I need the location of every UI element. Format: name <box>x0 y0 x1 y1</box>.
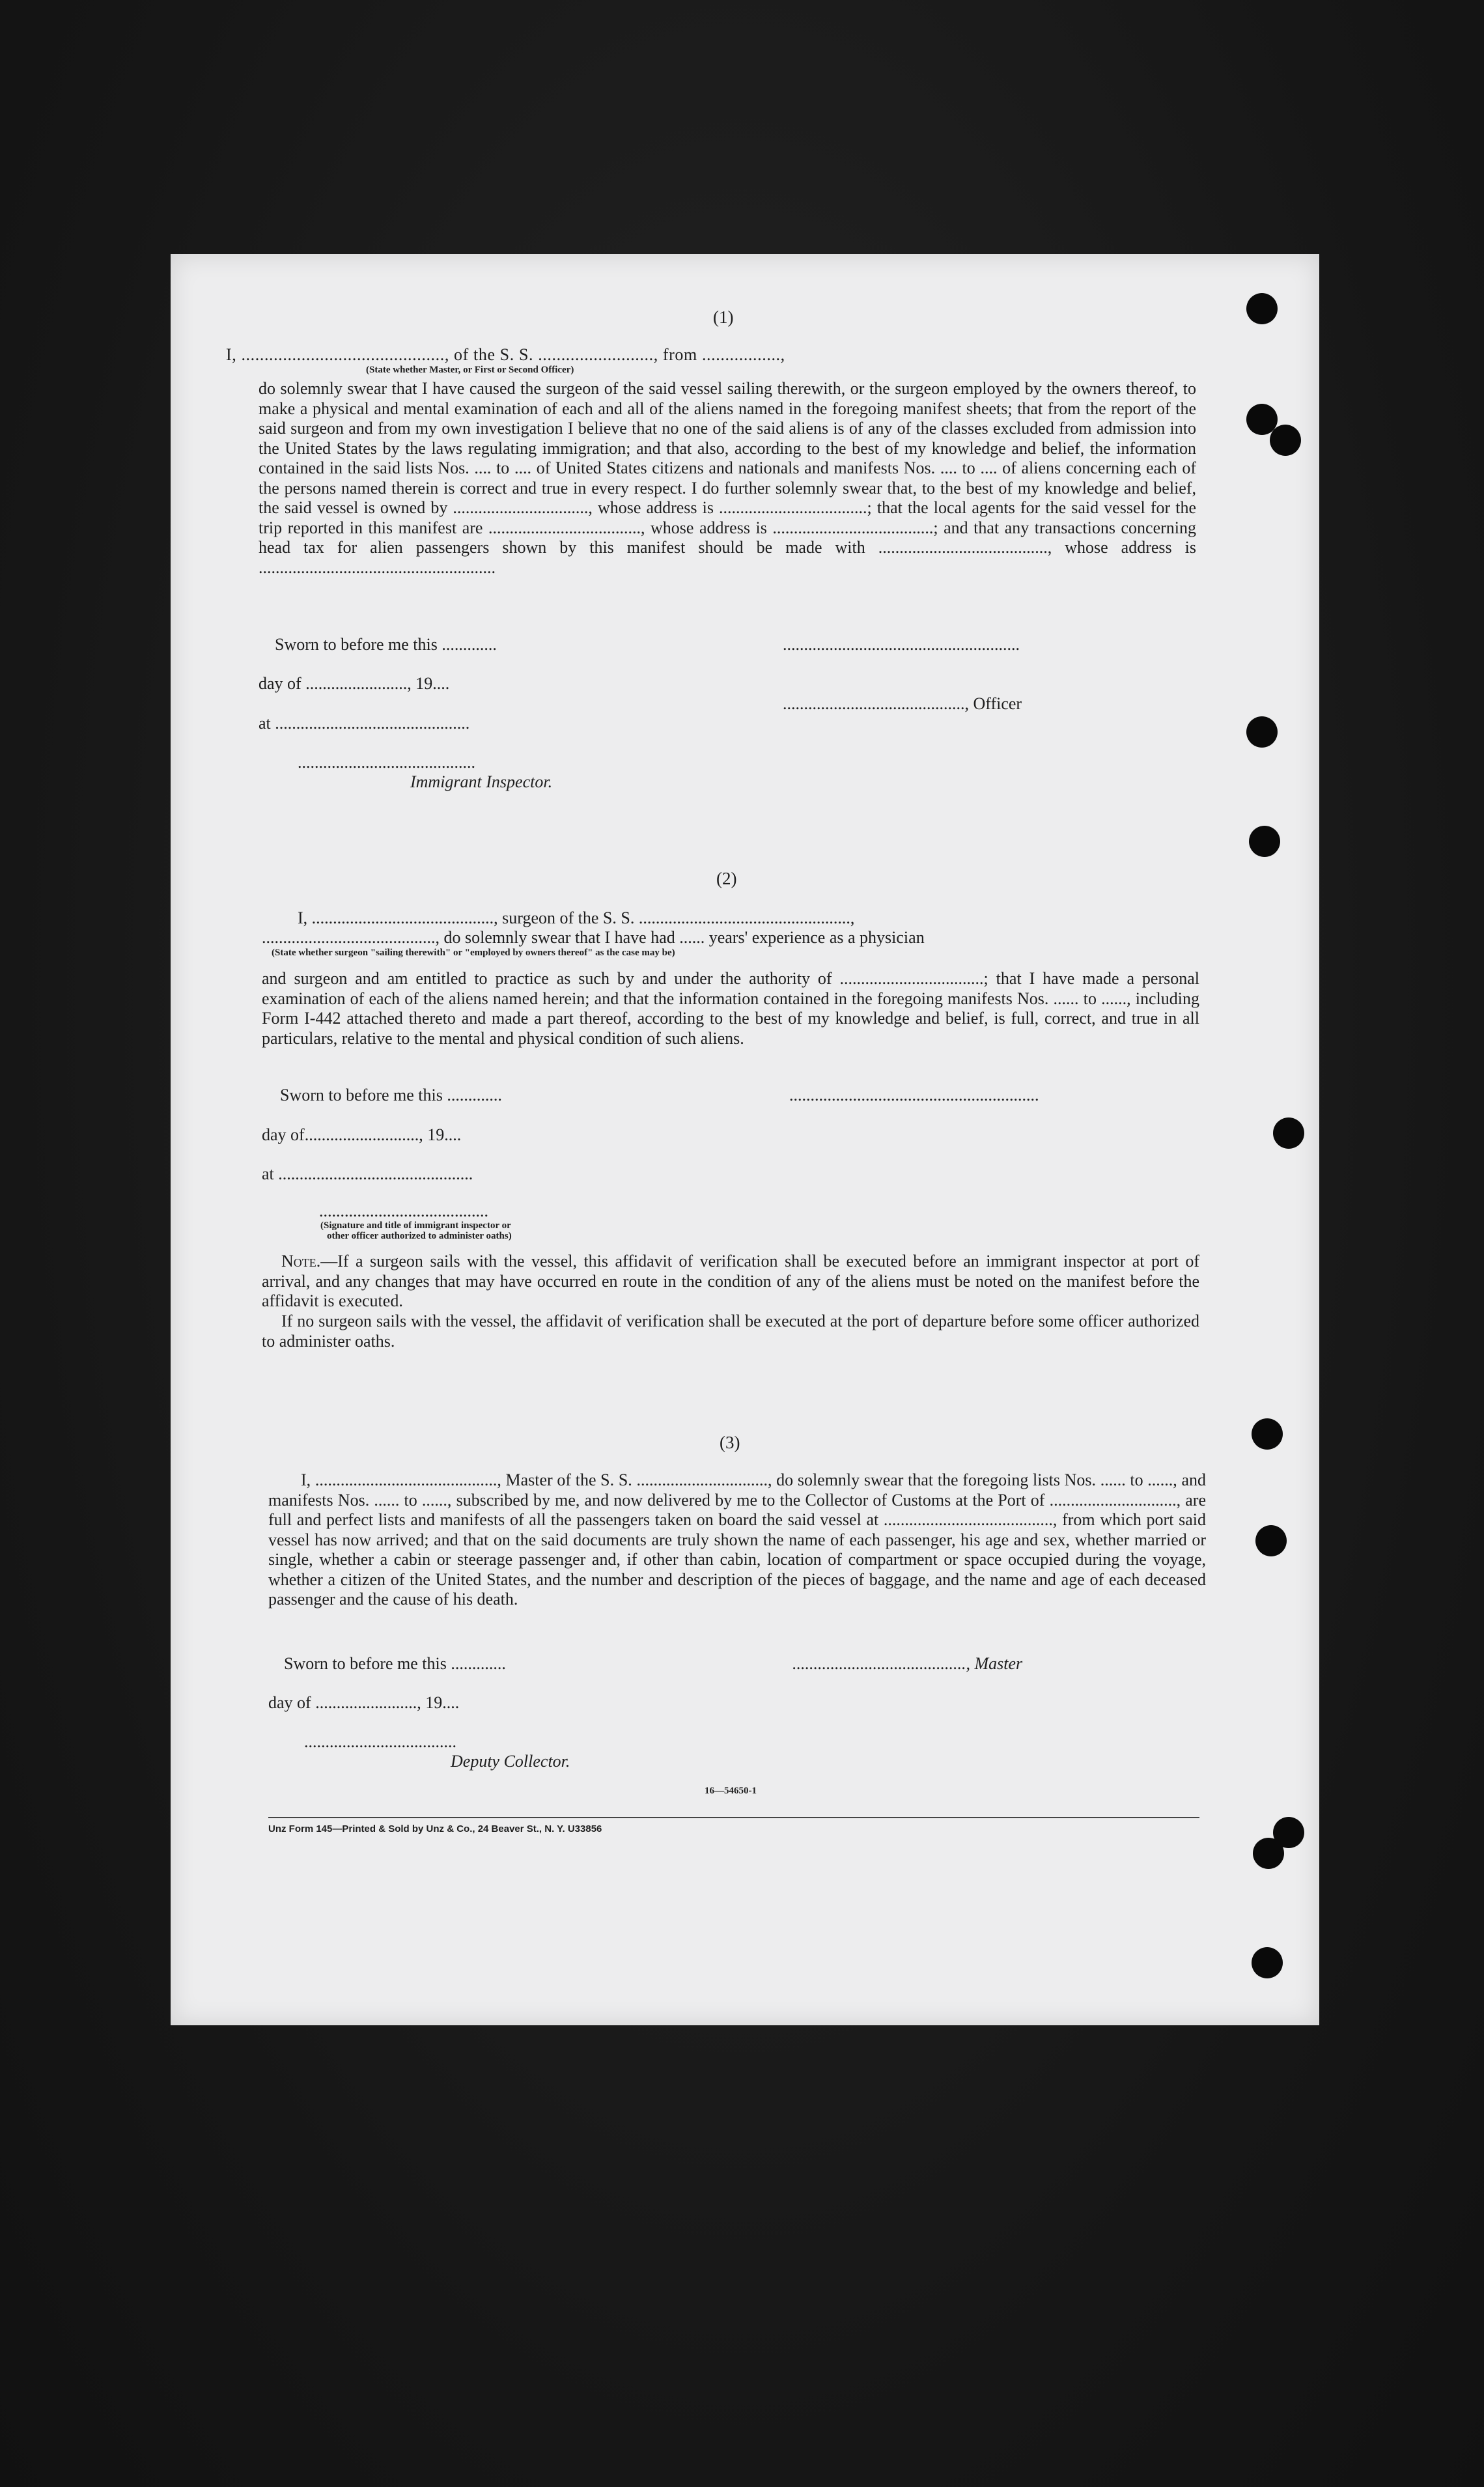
section-2-line1: I, ..........................................., surgeon of the S. S. .................................................., <box>298 908 855 927</box>
punch-hole <box>1253 1838 1284 1869</box>
section-1-signature-line: ........................................................ <box>783 635 1020 654</box>
punch-hole <box>1246 716 1278 748</box>
form-page <box>171 254 1319 2025</box>
section-2-at: at .............................................. <box>262 1164 473 1183</box>
section-2-body: and surgeon and am entitled to practice as such by and under the authority of ..................................; that I have made a personal examination of each of the aliens named herein; and that the information contained in the foregoing manifests Nos. ...... to ......, including Form I-442 attached thereto and made a part thereof, according to the best of my knowledge and belief, is full, correct, and true in all particulars, relative to the mental and physical condition of such aliens. <box>262 969 1199 1048</box>
punch-hole <box>1249 826 1280 857</box>
section-2-signature-caption-2: other officer authorized to administer oaths) <box>327 1231 512 1241</box>
section-3-number: (3) <box>720 1433 740 1452</box>
section-3-collector-line: .................................... <box>304 1732 456 1751</box>
punch-hole <box>1270 425 1301 456</box>
section-1-caption: (State whether Master, or First or Second Officer) <box>366 365 574 375</box>
section-1-number: (1) <box>713 307 734 327</box>
section-2-day: day of..........................., 19.... <box>262 1125 462 1144</box>
note-heading: Note. <box>281 1252 321 1271</box>
punch-hole <box>1252 1947 1283 1978</box>
section-3-sworn: Sworn to before me this ............. <box>284 1654 506 1673</box>
form-code: 16—54650-1 <box>705 1786 757 1796</box>
section-2-note <box>262 1252 1199 1312</box>
section-2-caption: (State whether surgeon "sailing therewith" or "employed by owners thereof" as the case may be) <box>272 948 675 958</box>
section-3-body: I, ..........................................., Master of the S. S. ..............................., do solemnly swear that the foregoing lists Nos. ...... to ......, and manifests Nos. ...... to ......, subscribed by me, and now delivered by me to the Collector of Customs at the Port of .............................., are full and perfect lists and manifests of all the passengers taken on board the said vessel at ........................................, from which port said vessel has now arrived; and that on the said documents are truly shown the name of each passenger, his age and sex, whether married or single, whether a cabin or steerage passenger and, if other than cabin, location of compartment or space occupied during the voyage, whether a citizen of the United States, and the number and description of the pieces of baggage, and the name and age of each deceased passenger and the cause of his death. <box>268 1470 1206 1609</box>
section-3-day: day of ........................, 19.... <box>268 1693 460 1712</box>
section-1-sworn: Sworn to before me this ............. <box>275 635 497 654</box>
section-3-collector-label: Deputy Collector. <box>451 1752 570 1771</box>
printer-imprint: Unz Form 145—Printed & Sold by Unz & Co., 24 Beaver St., N. Y. U33856 <box>268 1823 602 1834</box>
section-2-signature-line: ........................................................... <box>789 1086 1039 1104</box>
section-1-inspector-line: .......................................... <box>298 753 475 772</box>
section-2-sworn: Sworn to before me this ............. <box>280 1086 502 1104</box>
section-2-signature-caption-1: (Signature and title of immigrant inspector or <box>320 1220 511 1231</box>
section-2-signature-dots: ........................................ <box>319 1201 488 1220</box>
section-1-day: day of ........................, 19.... <box>259 674 450 693</box>
section-1-inspector-label: Immigrant Inspector. <box>410 772 553 791</box>
section-2-line2: ........................................., do solemnly swear that I have had ...... years' experience as a physician <box>262 928 925 947</box>
section-1-line1: I, ............................................, of the S. S. ........................., from ................., <box>226 345 785 364</box>
section-1-at: at .............................................. <box>259 714 470 733</box>
bottom-rule <box>268 1817 1199 1818</box>
note-text-1: —If a surgeon sails with the vessel, this affidavit of verification shall be executed before an immigrant inspector at port of arrival, and any changes that may have occurred en route in the condition of any of the aliens must be noted on the manifest before the affidavit is executed. <box>262 1252 1199 1310</box>
punch-hole <box>1273 1117 1304 1149</box>
punch-hole <box>1255 1525 1287 1556</box>
punch-hole <box>1252 1418 1283 1450</box>
section-2-number: (2) <box>716 869 737 888</box>
section-2-note-2: If no surgeon sails with the vessel, the affidavit of verification shall be executed at the port of departure before some officer authorized to administer oaths. <box>262 1312 1199 1351</box>
section-1-body: do solemnly swear that I have caused the surgeon of the said vessel sailing therewith, or the surgeon employed by the owners thereof, to make a physical and mental examination of each and all of the aliens named in the foregoing manifest sheets; that from the report of the said surgeon and from my own investigation I believe that no one of the said aliens is of any of the classes excluded from admission into the United States by the laws regulating immigration; and that also, according to the best of my knowledge and belief, the information contained in the said lists Nos. .... to .... of United States citizens and nationals and manifests Nos. .... to .... of aliens concerning each of the persons named therein is correct and true in every respect. I do further solemnly swear that, to the best of my knowledge and belief, the said vessel is owned by ................................, whose address is ...................................; that the local agents for the said vessel for the trip reported in this manifest are ...................................., whose address is ......................................; and that any transactions concerning head tax for alien passengers shown by this manifest should be made with ........................................, whose address is ........................................................ <box>259 379 1196 577</box>
section-3-master-line: ........................................., Master <box>792 1654 1023 1673</box>
section-1-officer-line: ..........................................., Officer <box>783 694 1022 713</box>
punch-hole <box>1246 293 1278 324</box>
